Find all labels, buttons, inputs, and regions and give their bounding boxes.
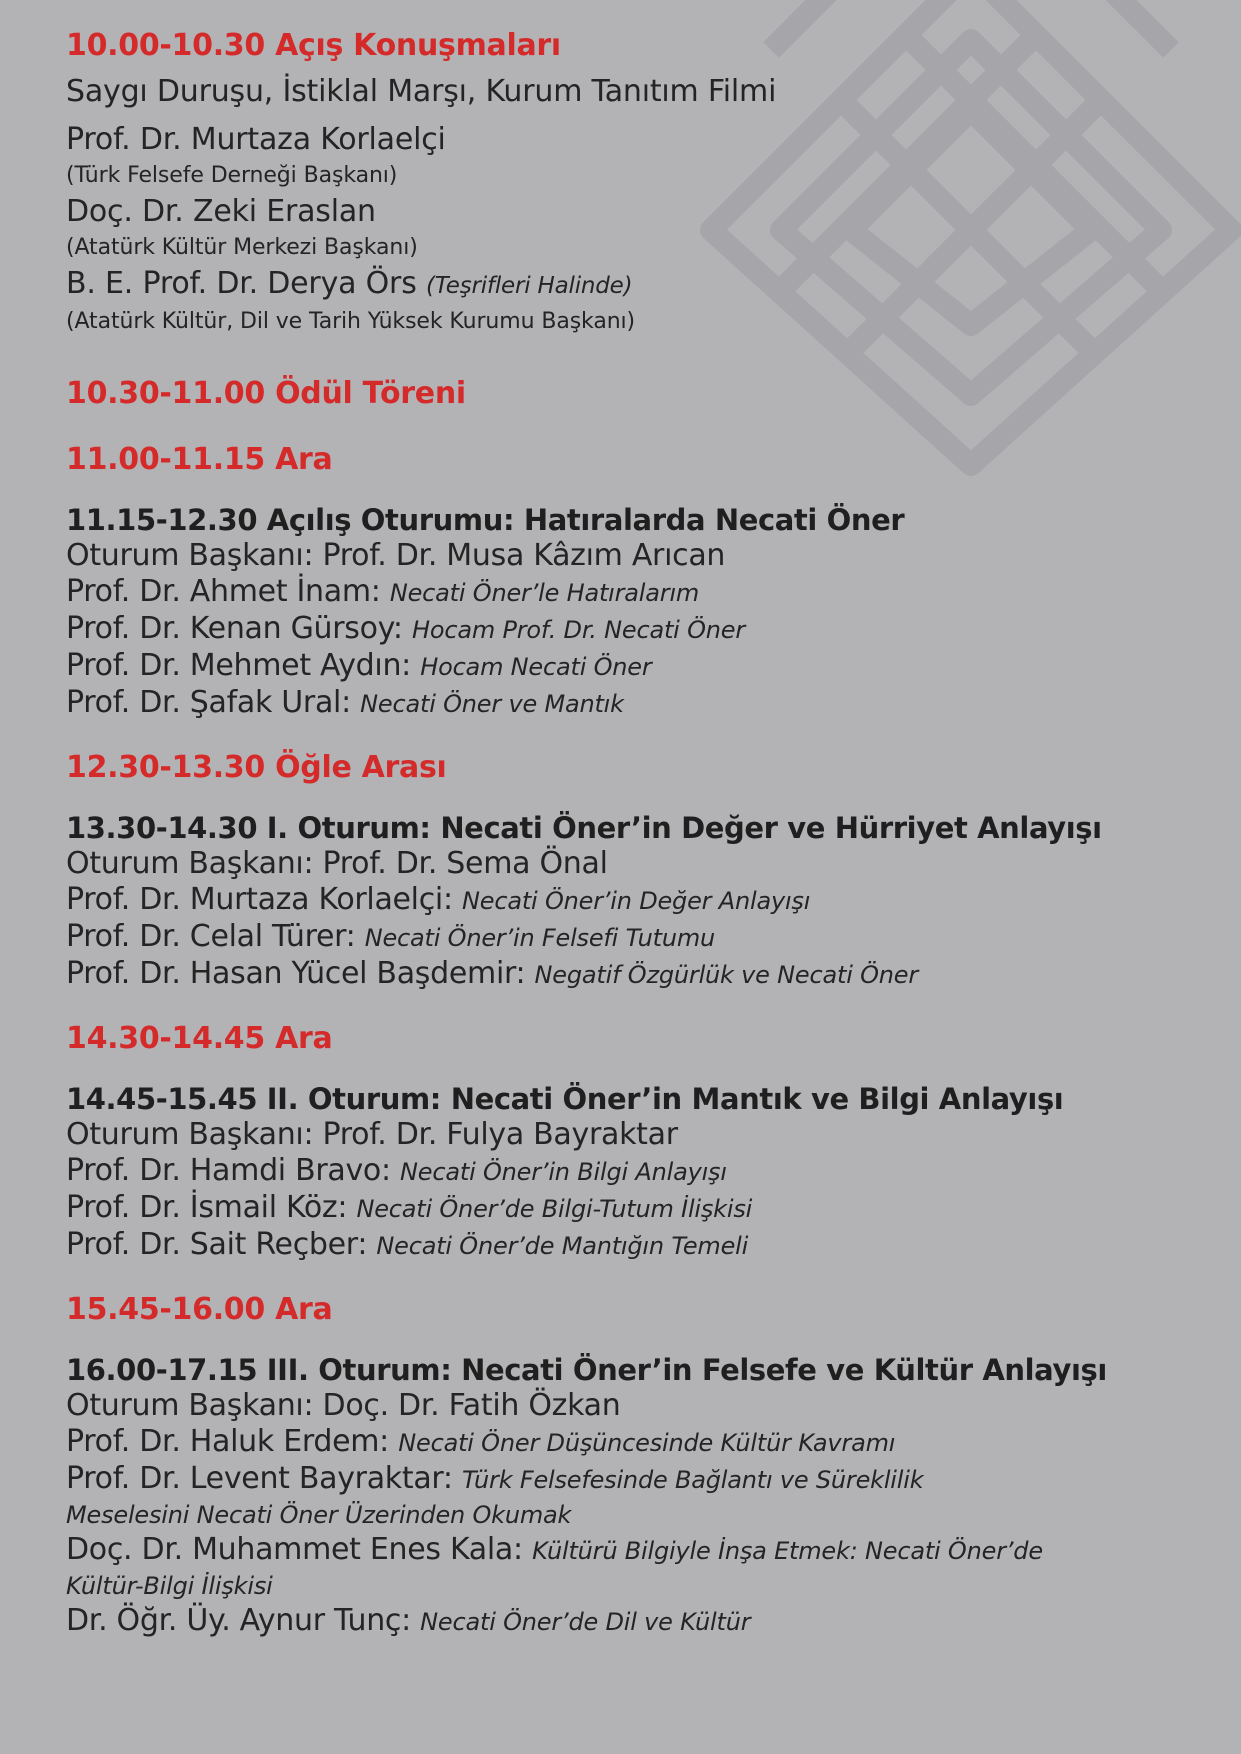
- opening-session-talk-3: [66, 648, 1196, 685]
- talk-title: Necati Öner ve Mantık: [360, 690, 624, 718]
- session-1-title: 13.30-14.30 I. Oturum: Necati Öner’in Değer ve Hürriyet Anlayışı: [66, 811, 1102, 845]
- talk-speaker: Prof. Dr. Mehmet Aydın:: [66, 648, 411, 683]
- opening-speaker-3: [66, 264, 1196, 306]
- session-2-talk-3: [66, 1227, 1196, 1264]
- session-3-talk-1: [66, 1424, 1196, 1461]
- session-2-talk-2: [66, 1190, 1196, 1227]
- opening-speaker-3-note: (Teşrifleri Halinde): [425, 273, 633, 299]
- talk-speaker: Prof. Dr. Şafak Ural:: [66, 685, 351, 720]
- opening-speaker-3-role: (Atatürk Kültür, Dil ve Tarih Yüksek Kurumu Başkanı): [66, 309, 636, 334]
- opening-session-talk-1: [66, 574, 1196, 611]
- session-1-talk-2: [66, 919, 1196, 956]
- talk-title: Hocam Prof. Dr. Necati Öner: [412, 616, 746, 644]
- talk-speaker: Prof. Dr. Murtaza Korlaelçi:: [66, 882, 453, 917]
- award-ceremony-title: 10.30-11.00 Ödül Töreni: [66, 376, 466, 411]
- talk-speaker: Dr. Öğr. Üy. Aynur Tunç:: [66, 1603, 411, 1638]
- talk-title: Necati Öner’de Bilgi-Tutum İlişkisi: [356, 1195, 753, 1223]
- opening-speaker-2-role: (Atatürk Kültür Merkezi Başkanı): [66, 235, 418, 260]
- session-3-talk-2: [66, 1461, 1196, 1498]
- break-2-title: 14.30-14.45 Ara: [66, 1021, 333, 1056]
- opening-session-title: 11.15-12.30 Açılış Oturumu: Hatıralarda Necati Öner: [66, 503, 905, 537]
- opening-time-title: 10.00-10.30 Açış Konuşmaları: [66, 28, 561, 63]
- talk-speaker: Prof. Dr. Sait Reçber:: [66, 1227, 368, 1262]
- opening-session-chair: Oturum Başkanı: Prof. Dr. Musa Kâzım Arıcan: [66, 538, 726, 573]
- talk-title: Necati Öner’in Bilgi Anlayışı: [400, 1158, 727, 1186]
- session-1-talk-3: [66, 956, 1196, 993]
- talk-speaker: Prof. Dr. Levent Bayraktar:: [66, 1461, 453, 1496]
- talk-speaker: Prof. Dr. Hasan Yücel Başdemir:: [66, 956, 526, 991]
- program-content: [66, 22, 1196, 1640]
- break-1-title: 11.00-11.15 Ara: [66, 442, 333, 477]
- talk-speaker: Prof. Dr. Haluk Erdem:: [66, 1424, 389, 1459]
- talk-speaker: Prof. Dr. Kenan Gürsoy:: [66, 611, 403, 646]
- session-2-talk-1: [66, 1153, 1196, 1190]
- session-1-chair: Oturum Başkanı: Prof. Dr. Sema Önal: [66, 846, 608, 881]
- session-3-talk-4: [66, 1603, 1196, 1640]
- opening-speaker-3-name: B. E. Prof. Dr. Derya Örs: [66, 266, 417, 301]
- session-2-title: 14.45-15.45 II. Oturum: Necati Öner’in Mantık ve Bilgi Anlayışı: [66, 1082, 1064, 1116]
- opening-session-talk-2: [66, 611, 1196, 648]
- talk-speaker: Doç. Dr. Muhammet Enes Kala:: [66, 1532, 523, 1567]
- talk-speaker: Prof. Dr. Hamdi Bravo:: [66, 1153, 391, 1188]
- opening-speaker-1-name: Prof. Dr. Murtaza Korlaelçi: [66, 122, 446, 157]
- talk-title: Necati Öner’de Dil ve Kültür: [420, 1608, 751, 1636]
- talk-title: Hocam Necati Öner: [420, 653, 652, 681]
- opening-session-talk-4: [66, 685, 1196, 722]
- session-2-chair: Oturum Başkanı: Prof. Dr. Fulya Bayraktar: [66, 1117, 678, 1152]
- opening-speaker-1-role: (Türk Felsefe Derneği Başkanı): [66, 163, 398, 188]
- talk-title: Necati Öner’le Hatıralarım: [389, 579, 700, 607]
- session-3-talk-3: [66, 1532, 1196, 1569]
- talk-title: Negatif Özgürlük ve Necati Öner: [534, 961, 919, 989]
- talk-speaker: Prof. Dr. Ahmet İnam:: [66, 574, 381, 609]
- session-3-talk-2-title-continued: Meselesini Necati Öner Üzerinden Okumak: [66, 1501, 572, 1529]
- talk-speaker: Prof. Dr. İsmail Köz:: [66, 1190, 348, 1225]
- session-1-talk-1: [66, 882, 1196, 919]
- talk-speaker: Prof. Dr. Celal Türer:: [66, 919, 356, 954]
- talk-title: Kültürü Bilgiyle İnşa Etmek: Necati Öner’de: [532, 1537, 1043, 1565]
- session-3-chair: Oturum Başkanı: Doç. Dr. Fatih Özkan: [66, 1388, 621, 1423]
- talk-title: Necati Öner’de Mantığın Temeli: [376, 1232, 749, 1260]
- opening-ceremony: Saygı Duruşu, İstiklal Marşı, Kurum Tanıtım Filmi: [66, 74, 777, 109]
- break-3-title: 15.45-16.00 Ara: [66, 1292, 333, 1327]
- talk-title: Necati Öner’in Değer Anlayışı: [462, 887, 811, 915]
- opening-speaker-2-name: Doç. Dr. Zeki Eraslan: [66, 194, 376, 229]
- talk-title: Necati Öner’in Felsefi Tutumu: [364, 924, 716, 952]
- talk-title: Necati Öner Düşüncesinde Kültür Kavramı: [398, 1429, 896, 1457]
- session-3-talk-3-title-continued: Kültür-Bilgi İlişkisi: [66, 1572, 273, 1600]
- talk-title: Türk Felsefesinde Bağlantı ve Süreklilik: [461, 1466, 924, 1494]
- session-3-title: 16.00-17.15 III. Oturum: Necati Öner’in Felsefe ve Kültür Anlayışı: [66, 1353, 1107, 1387]
- lunch-break-title: 12.30-13.30 Öğle Arası: [66, 750, 447, 785]
